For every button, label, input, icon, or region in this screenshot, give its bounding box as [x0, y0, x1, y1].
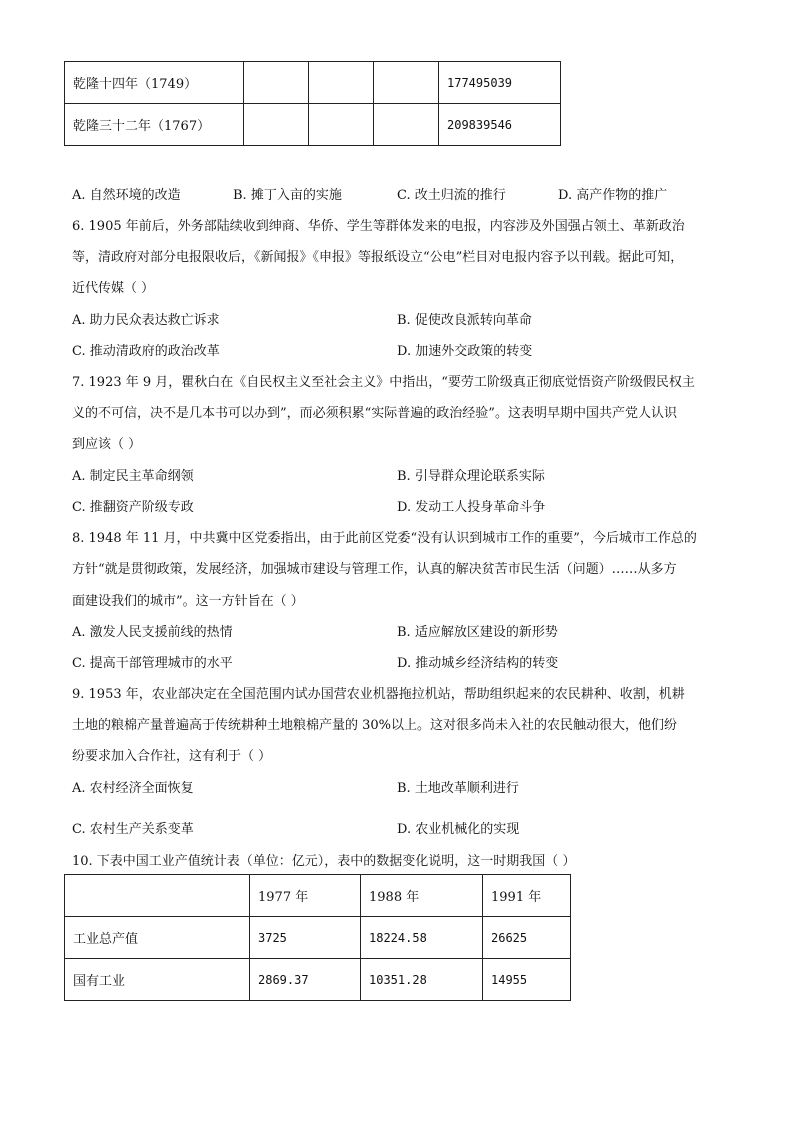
q8-option-b: B. 适应解放区建设的新形势	[397, 625, 558, 640]
table-cell: 209839546	[439, 104, 561, 146]
q9-stem-line: 9. 1953 年，农业部决定在全国范围内试办国营农业机器拖拉机站，帮助组织起来的农民耕种、收割，机耕	[72, 687, 685, 702]
table-cell: 3725	[250, 917, 361, 959]
q6-stem-line: 6. 1905 年前后，外务部陆续收到绅商、华侨、学生等群体发来的电报，内容涉及外国强占领土、革新政治	[72, 219, 685, 234]
table-cell	[309, 104, 374, 146]
q9-stem-line: 纷要求加入合作社，这有利于（ ）	[72, 749, 272, 764]
q8-stem-line: 方针“就是贯彻政策，发展经济，加强城市建设与管理工作，认真的解决贫苦市民生活（问题）……从多方	[72, 562, 677, 577]
q7-stem-line: 到应该（ ）	[72, 437, 142, 452]
q9-option-b: B. 土地改革顺利进行	[397, 781, 519, 796]
q8-option-c: C. 提高干部管理城市的水平	[72, 656, 233, 671]
table-cell	[374, 104, 439, 146]
q8-stem-line: 面建设我们的城市”。这一方针旨在（ ）	[72, 594, 304, 609]
table-cell	[244, 104, 309, 146]
q6-option-d: D. 加速外交政策的转变	[397, 344, 533, 359]
table-header-cell: 1991 年	[483, 875, 571, 917]
table-cell: 2869.37	[250, 959, 361, 1001]
q5-option-d: D. 高产作物的推广	[558, 188, 668, 203]
q8-option-d: D. 推动城乡经济结构的转变	[397, 656, 559, 671]
table-row	[65, 62, 561, 104]
q9-option-d: D. 农业机械化的实现	[397, 822, 520, 837]
table-cell: 10351.28	[361, 959, 483, 1001]
table-cell: 乾隆十四年（1749）	[65, 62, 244, 104]
q6-option-b: B. 促使改良派转向革命	[397, 313, 532, 328]
q6-stem-line: 等，清政府对部分电报限收后，《新闻报》《申报》等报纸设立“公电”栏目对电报内容予以刊载。据此可知，	[72, 250, 684, 265]
q7-option-a: A. 制定民主革命纲领	[72, 469, 194, 484]
q7-option-d: D. 发动工人投身革命斗争	[397, 500, 546, 515]
table-cell: 177495039	[439, 62, 561, 104]
q6-option-a: A. 助力民众表达救亡诉求	[72, 313, 220, 328]
table-header-cell: 1977 年	[250, 875, 361, 917]
q9-stem-line: 土地的粮棉产量普遍高于传统耕种土地粮棉产量的 30%以上。这对很多尚未入社的农民触动很大，他们纷	[72, 718, 678, 733]
industry-output-table	[64, 874, 571, 1001]
q5-option-a: A. 自然环境的改造	[72, 188, 181, 203]
population-table	[64, 61, 561, 146]
q6-option-c: C. 推动清政府的政治改革	[72, 344, 220, 359]
q9-option-c: C. 农村生产关系变革	[72, 822, 194, 837]
table-cell: 国有工业	[65, 959, 250, 1001]
table-cell: 14955	[483, 959, 571, 1001]
q7-option-b: B. 引导群众理论联系实际	[397, 469, 545, 484]
q7-stem-line: 义的不可信，决不是几本书可以办到”，而必须积累“实际普遍的政治经验”。这表明早期中国共产党人认识	[72, 406, 677, 421]
table-row	[65, 104, 561, 146]
q6-stem-line: 近代传媒（ ）	[72, 281, 155, 296]
q8-stem-line: 8. 1948 年 11 月，中共冀中区党委指出，由于此前区党委“没有认识到城市工作的重要”，今后城市工作总的	[72, 531, 697, 546]
table-header-cell: 1988 年	[361, 875, 483, 917]
q8-option-a: A. 激发人民支援前线的热情	[72, 625, 233, 640]
q7-stem-line: 7. 1923 年 9 月，瞿秋白在《自民权主义至社会主义》中指出，“要劳工阶级真正彻底觉悟资产阶级假民权主	[72, 375, 695, 390]
table-cell	[374, 62, 439, 104]
q7-option-c: C. 推翻资产阶级专政	[72, 500, 194, 515]
q10-stem-line: 10. 下表中国工业产值统计表（单位：亿元），表中的数据变化说明，这一时期我国（ ）	[72, 854, 576, 869]
table-cell	[244, 62, 309, 104]
q9-option-a: A. 农村经济全面恢复	[72, 781, 194, 796]
table-cell: 工业总产值	[65, 917, 250, 959]
table-cell	[309, 62, 374, 104]
table-row	[65, 959, 571, 1001]
q5-option-c: C. 改土归流的推行	[397, 188, 506, 203]
q5-option-b: B. 摊丁入亩的实施	[233, 188, 342, 203]
table-row	[65, 917, 571, 959]
table-header-cell	[65, 875, 250, 917]
table-header-row	[65, 875, 571, 917]
table-cell: 26625	[483, 917, 571, 959]
table-cell: 乾隆三十二年（1767）	[65, 104, 244, 146]
table-cell: 18224.58	[361, 917, 483, 959]
